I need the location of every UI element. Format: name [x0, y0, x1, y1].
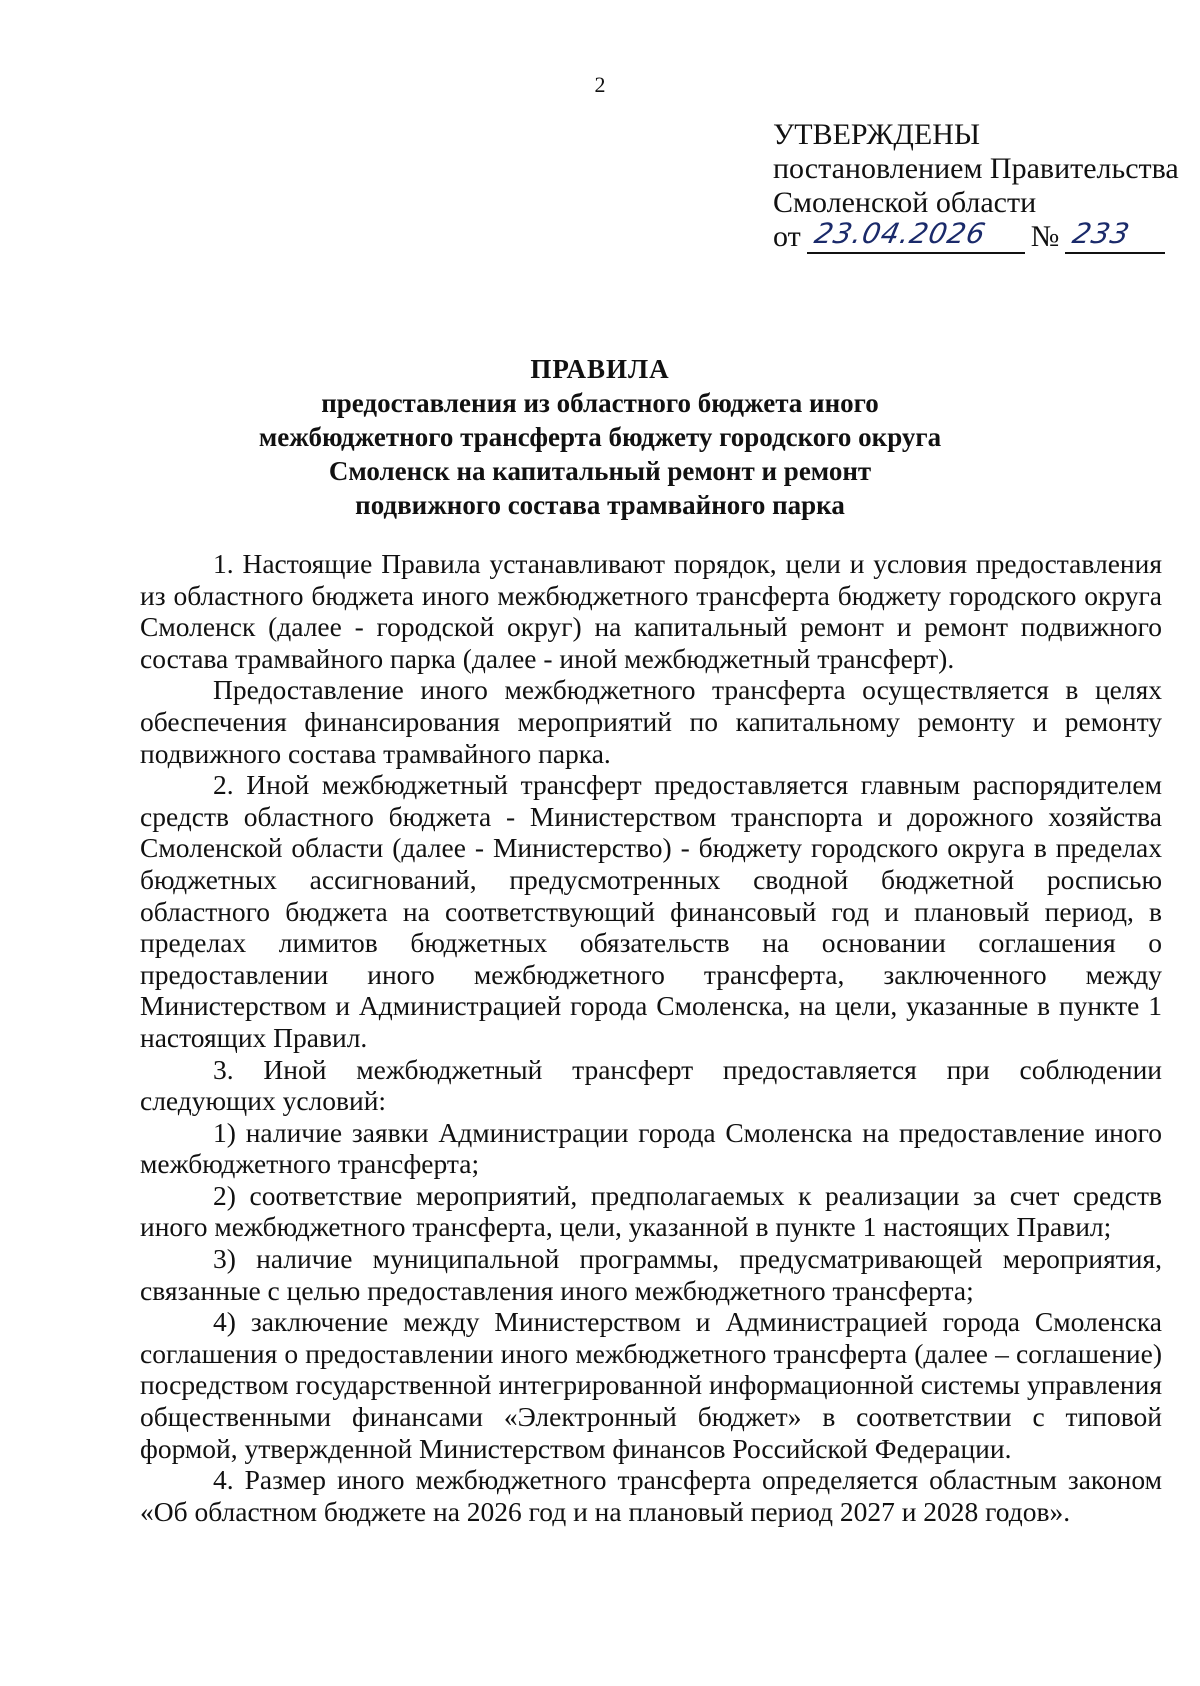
handwritten-date: 23.04.2026 — [811, 217, 989, 250]
approval-line-1: постановлением Правительства — [773, 152, 1179, 185]
paragraph: 4. Размер иного межбюджетного трансферта определяется областным законом «Об областном бюджете на 2026 год и на плановый период 2027 и 2028 годов». — [140, 1464, 1162, 1527]
page-number: 2 — [594, 72, 606, 97]
approval-stamp — [773, 118, 1179, 254]
approval-line-2: Смоленской области — [773, 186, 1037, 219]
paragraph: 2) соответствие мероприятий, предполагаемых к реализации за счет средств иного межбюджетного трансферта, цели, указанной в пункте 1 настоящих Правил; — [140, 1179, 1162, 1243]
paragraph: 3. Иной межбюджетный трансферт предоставляется при соблюдении следующих условий: — [140, 1053, 1162, 1117]
approval-date-line — [773, 217, 1179, 254]
title-line-2: межбюджетного трансферта бюджету городского округа — [258, 422, 942, 452]
document-title — [0, 352, 1200, 522]
number-prefix: № — [1030, 220, 1060, 253]
date-prefix: от — [773, 220, 801, 253]
document-body — [140, 548, 1162, 1527]
date-field — [807, 217, 1025, 254]
title-line-1: предоставления из областного бюджета иного — [321, 388, 879, 418]
approval-title: УТВЕРЖДЕНЫ — [773, 118, 981, 151]
paragraph: 3) наличие муниципальной программы, предусматривающей мероприятия, связанные с целью предоставления иного межбюджетного трансферта; — [140, 1243, 1162, 1306]
title-main: ПРАВИЛА — [530, 354, 670, 384]
title-line-3: Смоленск на капитальный ремонт и ремонт — [328, 456, 872, 486]
paragraph: 1. Настоящие Правила устанавливают порядок, цели и условия предоставления из областного бюджета иного межбюджетного трансферта бюджету городского округа Смоленск (далее - городской округ) на капитальный ремонт и ремонт подвижного состава трамвайного парка (далее - иной межбюджетный трансферт). — [140, 548, 1162, 674]
paragraph: Предоставление иного межбюджетного трансферта осуществляется в целях обеспечения финансирования мероприятий по капитальному ремонту и ремонту подвижного состава трамвайного парка. — [140, 674, 1162, 769]
title-line-4: подвижного состава трамвайного парка — [355, 490, 845, 520]
paragraph: 1) наличие заявки Администрации города Смоленска на предоставление иного межбюджетного трансферта; — [140, 1116, 1162, 1180]
paragraph: 2. Иной межбюджетный трансферт предоставляется главным распорядителем средств областного бюджета - Министерством транспорта и дорожного хозяйства Смоленской области (далее - Министерство) - бюджету городского округа в пределах бюджетных ассигнований, предусмотренных сводной бюджетной росписью областного бюджета на соответствующий финансовый год и плановый период, в пределах лимитов бюджетных обязательств на основании соглашения о предоставлении иного межбюджетного трансферта, заключенного между Министерством и Администрацией города Смоленска, на цели, указанные в пункте 1 настоящих Правил. — [140, 769, 1162, 1053]
number-field — [1065, 217, 1165, 254]
paragraph: 4) заключение между Министерством и Администрацией города Смоленска соглашения о предоставлении иного межбюджетного трансферта (далее – соглашение) посредством государственной интегрированной информационной системы управления общественными финансами «Электронный бюджет» в соответствии с типовой формой, утвержденной Министерством финансов Российской Федерации. — [140, 1306, 1162, 1464]
handwritten-number: 233 — [1069, 217, 1134, 250]
